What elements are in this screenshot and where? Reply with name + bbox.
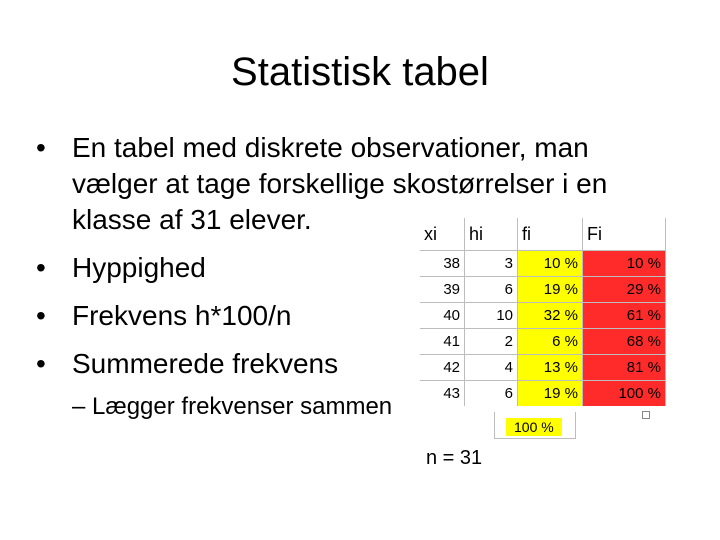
sample-size-label: n = 31: [426, 447, 483, 469]
cell-x: 38: [420, 251, 465, 277]
header-xi: xi: [420, 218, 465, 251]
cell-h: 6: [465, 277, 518, 303]
cell-f: 6 %: [518, 329, 583, 355]
cell-x: 39: [420, 277, 465, 303]
bullet-text: En tabel med diskrete observationer, man vælger at tage forskellige skostørrelser i en klasse af 31 elever.: [72, 132, 608, 235]
cell-x: 42: [420, 355, 465, 381]
sub-bullet: – Lægger frekvenser sammen: [72, 393, 393, 420]
cell-h: 10: [465, 303, 518, 329]
frequency-table-image: [420, 218, 666, 406]
cell-F: 68 %: [583, 329, 666, 355]
table-row: [420, 381, 666, 407]
frequency-table: [420, 218, 666, 406]
table-row: [420, 303, 666, 329]
cell-f: 19 %: [518, 381, 583, 407]
cell-h: 3: [465, 251, 518, 277]
bullet-dot-icon: •: [36, 252, 46, 283]
cell-h: 2: [465, 329, 518, 355]
header-Fi: Fi: [583, 218, 666, 251]
resize-handle-icon: [642, 411, 650, 419]
cell-F: 100 %: [583, 381, 666, 407]
bullet-text: Hyppighed: [72, 252, 206, 283]
bullet-dot-icon: •: [36, 348, 46, 379]
header-fi: fi: [518, 218, 583, 251]
cell-F: 29 %: [583, 277, 666, 303]
table-row: [420, 355, 666, 381]
sum-cell: 100 %: [506, 418, 562, 436]
bullet-text: Frekvens h*100/n: [72, 300, 292, 331]
table-row: [420, 277, 666, 303]
bullet-dot-icon: •: [36, 300, 46, 331]
cell-f: 32 %: [518, 303, 583, 329]
cell-x: 40: [420, 303, 465, 329]
header-hi: hi: [465, 218, 518, 251]
cell-h: 6: [465, 381, 518, 407]
cell-f: 13 %: [518, 355, 583, 381]
bullet-text: Summerede frekvens: [72, 348, 339, 379]
cell-F: 10 %: [583, 251, 666, 277]
table-row: [420, 329, 666, 355]
cell-f: 19 %: [518, 277, 583, 303]
slide-title: Statistisk tabel: [231, 50, 489, 94]
cell-f: 10 %: [518, 251, 583, 277]
bullet-dot-icon: •: [36, 132, 46, 163]
table-body: [420, 251, 666, 407]
table-row: [420, 251, 666, 277]
table-header-row: [420, 218, 666, 251]
cell-x: 43: [420, 381, 465, 407]
cell-x: 41: [420, 329, 465, 355]
cell-F: 81 %: [583, 355, 666, 381]
cell-h: 4: [465, 355, 518, 381]
cell-F: 61 %: [583, 303, 666, 329]
